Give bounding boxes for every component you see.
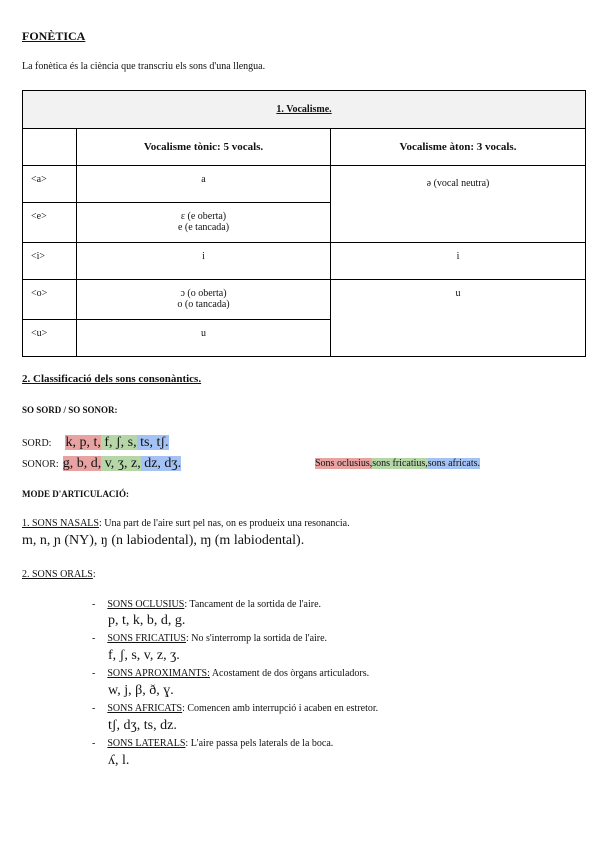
tonic-a: a bbox=[77, 166, 331, 203]
sord-occlusive: k, p, t bbox=[65, 435, 98, 450]
oral-sounds-occlusive: p, t, k, b, d, g. bbox=[108, 613, 186, 628]
atonic-u: u bbox=[331, 280, 586, 357]
nasal-line bbox=[22, 518, 350, 529]
tonic-o-open: ɔ (o oberta) bbox=[180, 288, 227, 299]
sord-affricate: ts, tʃ. bbox=[140, 435, 169, 450]
oral-sounds-lateral: ʎ, l. bbox=[108, 753, 130, 768]
sord-fricative: f, ʃ, s bbox=[104, 435, 134, 450]
atonic-header: Vocalisme àton: 3 vocals. bbox=[331, 129, 586, 166]
tonic-e-closed: e (e tancada) bbox=[177, 222, 230, 233]
tonic-header: Vocalisme tònic: 5 vocals. bbox=[77, 129, 331, 166]
mode-heading: MODE D'ARTICULACIÓ: bbox=[22, 489, 129, 499]
atonic-schwa: ə (vocal neutra) bbox=[331, 166, 586, 243]
tonic-e-open: ɛ (e oberta) bbox=[180, 211, 227, 222]
empty-corner-cell bbox=[23, 129, 77, 166]
tonic-o bbox=[77, 280, 331, 320]
oral-title: 2. SONS ORALS bbox=[22, 569, 93, 580]
vocalism-table bbox=[22, 90, 586, 357]
oral-item-occlusive: - SONS OCLUSIUS: Tancament de la sortida de l'aire. bbox=[92, 599, 322, 610]
row-label-a: <a> bbox=[23, 166, 77, 203]
tonic-e bbox=[77, 203, 331, 243]
nasal-title: 1. SONS NASALS bbox=[22, 518, 99, 529]
intro-text: La fonètica és la ciència que transcriu els sons d'una llengua. bbox=[22, 61, 266, 72]
sord-label: SORD: bbox=[22, 438, 52, 449]
vocalism-heading: 1. Vocalisme. bbox=[23, 91, 586, 129]
oral-sounds-approximant: w, j, β, ð, ɣ. bbox=[108, 683, 174, 698]
color-legend bbox=[315, 458, 480, 469]
tonic-u: u bbox=[77, 320, 331, 357]
oral-item-affricate: - SONS AFRICATS: Comencen amb interrupció i acaben en estretor. bbox=[92, 703, 379, 714]
legend-affricate: sons africats. bbox=[427, 458, 480, 469]
oral-line: 2. SONS ORALS: bbox=[22, 569, 96, 580]
row-label-o: <o> bbox=[23, 280, 77, 320]
sord-line: SORD: k, p, t, f, ʃ, s, ts, tʃ. bbox=[22, 435, 169, 450]
sonor-occlusive: g, b, d bbox=[62, 456, 98, 471]
row-label-u: <u> bbox=[23, 320, 77, 357]
oral-sounds-affricate: tʃ, dʒ, ts, dz. bbox=[108, 718, 177, 733]
oral-sounds-fricative: f, ʃ, s, v, z, ʒ. bbox=[108, 648, 180, 663]
oral-item-lateral: - SONS LATERALS: L'aire passa pels laterals de la boca. bbox=[92, 738, 334, 749]
sonor-affricate: dz, dʒ. bbox=[144, 456, 182, 471]
sonor-fricative: v, ʒ, z bbox=[104, 456, 138, 471]
atonic-i: i bbox=[331, 243, 586, 280]
tonic-o-closed: o (o tancada) bbox=[177, 299, 230, 310]
nasal-desc: : Una part de l'aire surt pel nas, on es produeix una resonancia. bbox=[98, 518, 350, 529]
nasal-sounds: m, n, ɲ (NY), ŋ (n labiodental), ɱ (m labiodental). bbox=[22, 533, 305, 548]
sonor-label: SONOR: bbox=[22, 459, 59, 470]
tonic-i: i bbox=[77, 243, 331, 280]
page-title: FONÈTICA bbox=[22, 29, 86, 43]
row-label-e: <e> bbox=[23, 203, 77, 243]
legend-fricative: sons fricatius, bbox=[372, 458, 428, 469]
sord-sonor-heading: SO SORD / SO SONOR: bbox=[22, 405, 118, 415]
oral-item-approximant: - SONS APROXIMANTS: Acostament de dos òrgans articuladors. bbox=[92, 668, 370, 679]
legend-occlusive: Sons oclusius, bbox=[315, 458, 373, 469]
sonor-line: SONOR: g, b, d, v, ʒ, z, dz, dʒ. bbox=[22, 456, 182, 471]
consonants-heading: 2. Classificació dels sons consonàntics. bbox=[22, 373, 202, 385]
oral-item-fricative: - SONS FRICATIUS: No s'interromp la sortida de l'aire. bbox=[92, 633, 328, 644]
row-label-i: <i> bbox=[23, 243, 77, 280]
